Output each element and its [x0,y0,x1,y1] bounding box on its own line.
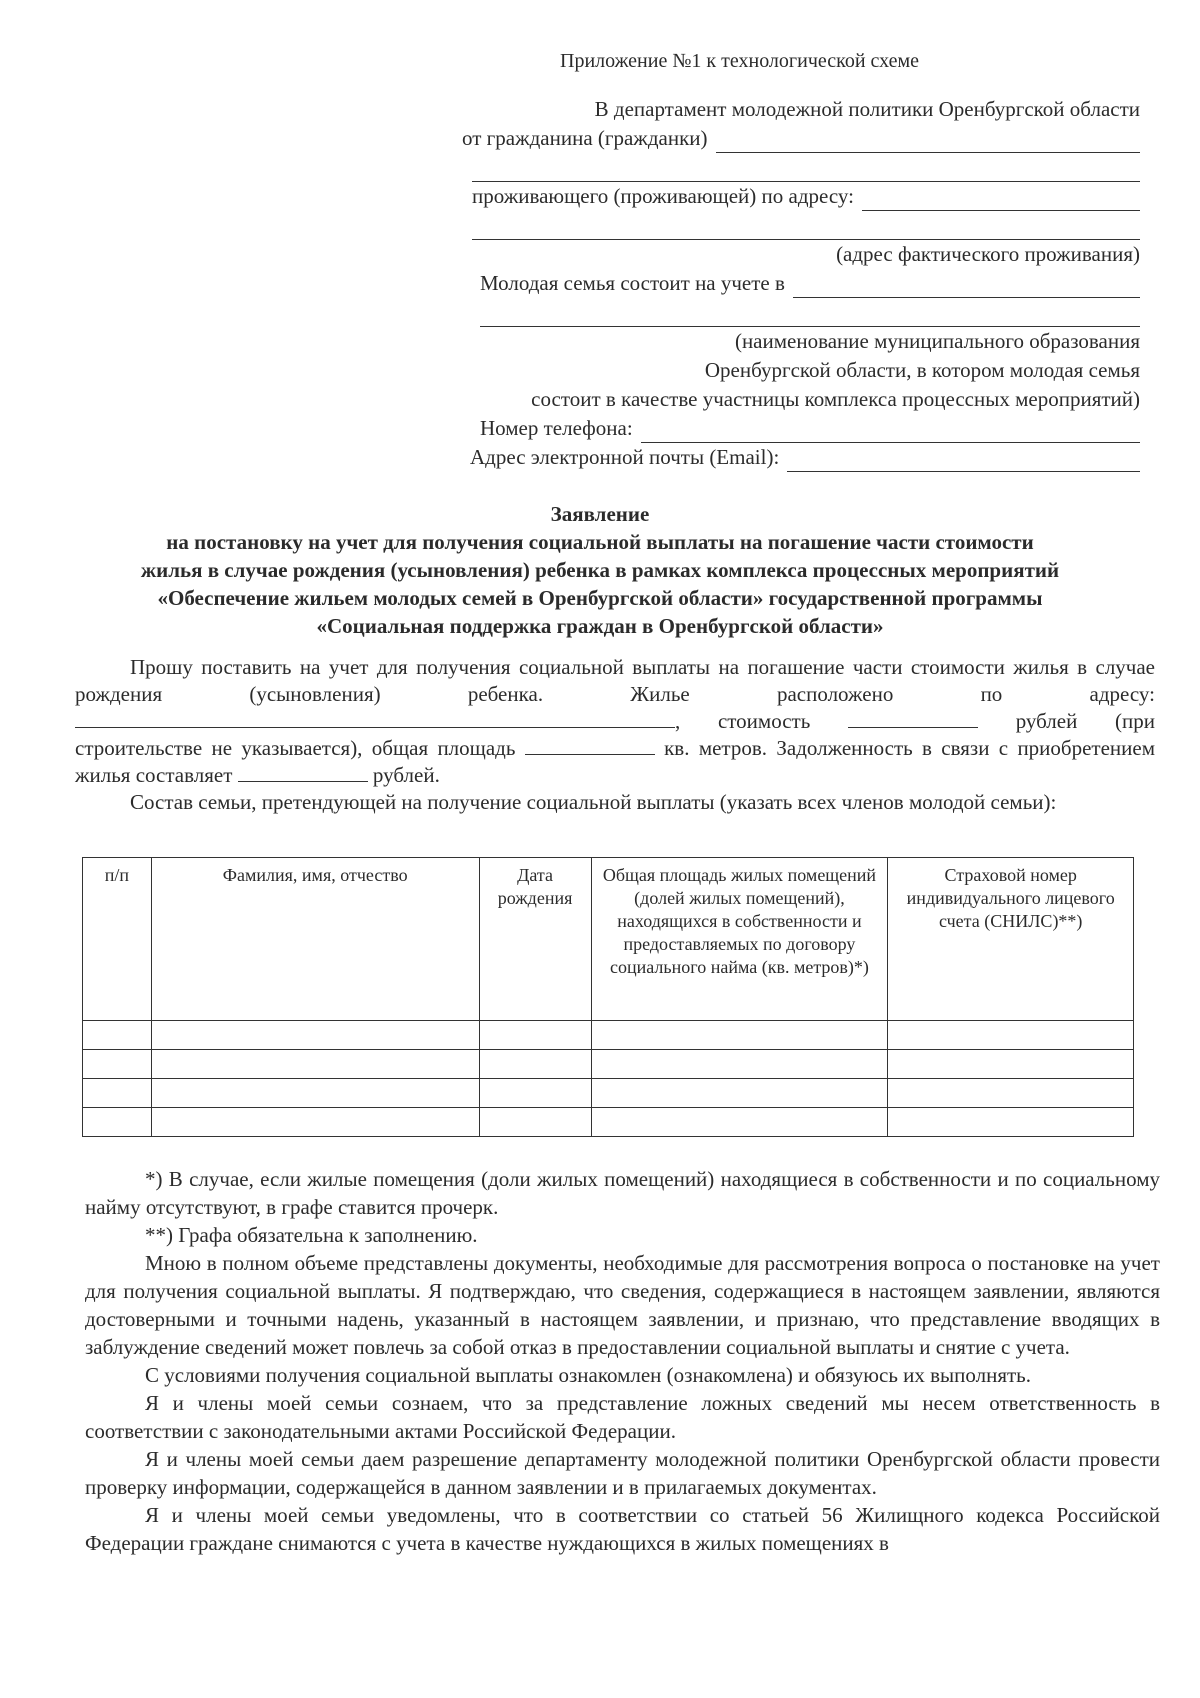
appendix-label: Приложение №1 к технологической схеме [560,50,920,72]
col-number: п/п [83,858,152,1021]
email-line [400,443,1140,472]
residence-field-2[interactable] [472,217,1140,240]
footnote-1: *) В случае, если жилые помещения (доли жилых помещений) находящиеся в собственности и по социальному найму отсутствуют, в графе ставится прочерк. [85,1167,1160,1219]
applicant-line-2 [400,153,1140,182]
table-row [83,1050,1134,1079]
family-members-table [82,857,1134,1137]
table-row [83,1021,1134,1050]
phone-label: Номер телефона: [480,416,633,440]
phone-field[interactable] [641,420,1140,443]
declaration-paragraph-1: Мною в полном объеме представлены документы, необходимые для рассмотрения вопроса о постановке на учет для получения социальной выплаты. Я подтверждаю, что сведения, содержащиеся в настоящем заявлении, являются достоверными и точными надень, указанный в настоящем заявлении, и признаю, что представление вводящих в заблуждение сведений может повлечь за собой отказ в предоставлении социальной выплаты и снятие с учета. [85,1251,1160,1359]
applicant-label: от гражданина (гражданки) [462,126,708,150]
declaration-paragraph-4: Я и члены моей семьи даем разрешение департаменту молодежной политики Оренбургской области провести проверку информации, содержащейся в данном заявлении и в прилагаемых документах. [85,1447,1160,1499]
applicant-line [400,124,1140,153]
declaration-paragraph-5: Я и члены моей семьи уведомлены, что в соответствии со статьей 56 Жилищного кодекса Российской Федерации граждане снимаются с учета в качестве нуждающихся в жилых помещениях в [85,1503,1160,1555]
declaration-paragraph-3: Я и члены моей семьи сознаем, что за представление ложных сведений мы несем ответственность в соответствии с законодательными актами Российской Федерации. [85,1391,1160,1443]
family-paragraph: Состав семьи, претендующей на получение социальной выплаты (указать всех членов молодой семьи): [130,790,1057,814]
title-line-2: на постановку на учет для получения социальной выплаты на погашение части стоимости [166,530,1034,554]
col-full-name: Фамилия, имя, отчество [151,858,479,1021]
debt-field[interactable] [238,763,368,782]
applicant-name-field[interactable] [716,130,1141,153]
housing-address-field[interactable] [75,709,675,728]
table-header-row [83,858,1134,1021]
registration-line-2 [400,298,1140,327]
col-living-area: Общая площадь жилых помещений (долей жилых помещений), находящихся в собственности и предоставляемых по договору социального найма (кв. метров)*) [591,858,888,1021]
residence-field[interactable] [862,188,1140,211]
registration-field-2[interactable] [480,304,1140,327]
address-hint: (адрес фактического проживания) [836,242,1140,266]
table-row [83,1079,1134,1108]
addressee-line [400,95,1140,124]
document-title [60,500,1140,640]
col-birth-date: Дата рождения [479,858,591,1021]
request-paragraph: Прошу поставить на учет для получения социальной выплаты на погашение части стоимости жилья в случае рождения (усыновления) ребенка. Жилье расположено по адресу: , стоимость рублей (при строительстве не указывается), общая площадь кв. метров. Задолженность в связи с приобретением жилья составляет рублей. [75,655,1156,787]
residence-label: проживающего (проживающей) по адресу: [472,184,854,208]
phone-line [400,414,1140,443]
area-field[interactable] [525,736,655,755]
application-body [75,654,1155,816]
table-row [83,1108,1134,1137]
title-line-3: жилья в случае рождения (усыновления) ребенка в рамках комплекса процессных мероприятий [140,558,1060,582]
addressee-text: В департамент молодежной политики Оренбургской области [594,97,1140,121]
address-hint-line [400,240,1140,269]
declaration-paragraph-2: С условиями получения социальной выплаты ознакомлен (ознакомлена) и обязуюсь их выполнять. [145,1363,1031,1387]
registration-line [400,269,1140,298]
title-line-5: «Социальная поддержка граждан в Оренбургской области» [316,614,884,638]
municipality-hint-2: Оренбургской области, в котором молодая семья [704,358,1140,382]
residence-line [400,182,1140,211]
footnotes-block [85,1165,1160,1557]
municipality-hint-3: состоит в качестве участницы комплекса процессных мероприятий) [531,387,1140,411]
residence-line-2 [400,211,1140,240]
title-line-4: «Обеспечение жильем молодых семей в Оренбургской области» государственной программы [157,586,1043,610]
addressee-block [400,95,1140,472]
footnote-2: **) Графа обязательна к заполнению. [145,1223,478,1247]
cost-field[interactable] [848,709,978,728]
municipality-hint-1: (наименование муниципального образования [734,329,1140,353]
email-field[interactable] [787,449,1140,472]
applicant-name-field-2[interactable] [472,159,1140,182]
registration-label: Молодая семья состоит на учете в [480,271,785,295]
email-label: Адрес электронной почты (Email): [470,445,780,469]
registration-field[interactable] [793,275,1140,298]
col-snils: Страховой номер индивидуального лицевого счета (СНИЛС)**) [888,858,1134,1021]
title-line-1: Заявление [550,502,650,526]
